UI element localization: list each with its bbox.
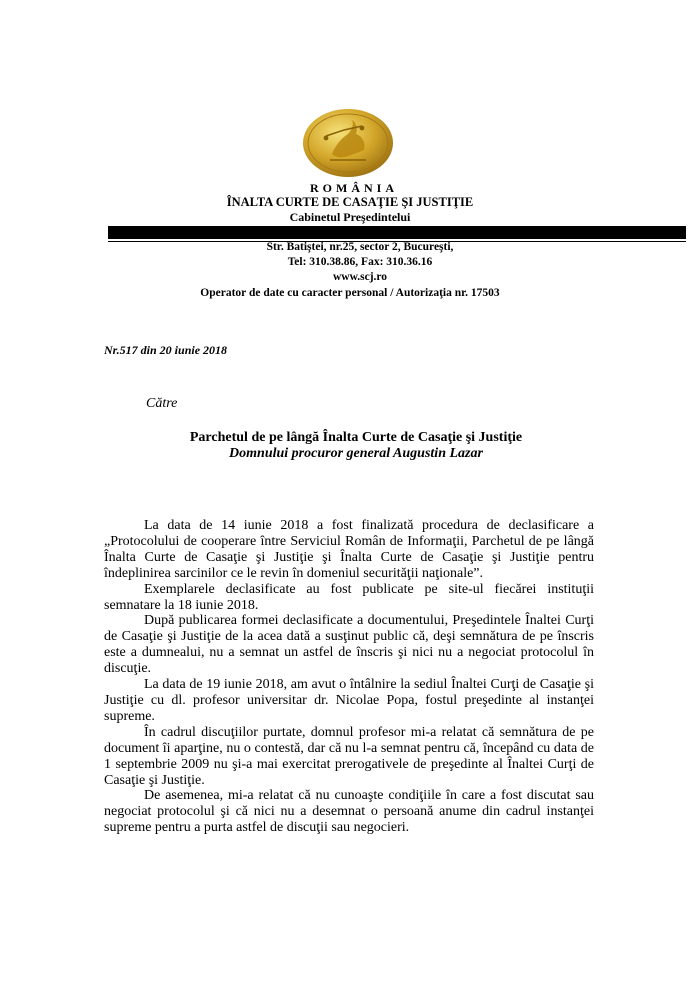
- body-paragraph: După publicarea formei declasificate a documentului, Preşedintele Înaltei Curţi de Casaţie şi Justiţie de la acea dată a susţinut public că, deşi semnătura de pe înscris este a dumnealui, nu a semnat un astfel de înscris şi nici nu a negociat protocolul în discuţie.: [104, 613, 594, 677]
- body-paragraph: La data de 14 iunie 2018 a fost finalizată procedura de declasificare a „Protocolului de cooperare între Serviciul Român de Informaţii, Parchetul de pe lângă Înalta Curte de Casaţie şi Justiţie şi Înalta Curte de Casaţie şi Justiţie pentru îndeplinirea sarcinilor ce le revin în domeniul securităţii naţionale”.: [104, 518, 594, 581]
- body-paragraph: În cadrul discuţiilor purtate, domnul profesor mi-a relatat că semnătura de pe document îi aparţine, nu o contestă, dar că nu l-a semnat pentru că, începând cu data de 1 septembrie 2009 nu şi-a mai exercitat prerogativele de preşedinte al Înaltei Curţi de Casaţie şi Justiţie.: [104, 724, 594, 788]
- body-paragraph: Exemplarele declasificate au fost publicate pe site-ul fiecărei instituţii semnatare la 18 iunie 2018.: [104, 581, 594, 613]
- body-paragraph: La data de 19 iunie 2018, am avut o întâlnire la sediul Înaltei Curţi de Casaţie şi Justiţie cu dl. profesor universitar dr. Nicolae Popa, fostul preşedinte al instanţei supreme.: [104, 677, 594, 724]
- addressee-to-label: Către: [146, 396, 178, 411]
- website-line: www.scj.ro: [332, 271, 388, 283]
- institution-name: ÎNALTA CURTE DE CASAŢIE ŞI JUSTIŢIE: [226, 195, 474, 209]
- country-name: ROMÂNIA: [310, 181, 398, 195]
- data-operator-line: Operator de date cu caracter personal / Autorizaţia nr. 17503: [200, 287, 500, 299]
- letter-body: [104, 518, 594, 836]
- body-paragraph: De asemenea, mi-a relatat că nu cunoaşte condiţiile în care a fost discutat sau negociat protocolul şi că nici nu a desemnat o persoană anume din cadrul instanţei supreme pentru a purta astfel de discuţii sau negocieri.: [104, 788, 594, 836]
- court-seal-icon: [302, 108, 394, 178]
- letterhead-divider-thick: [108, 226, 686, 239]
- registration-number: Nr.517 din 20 iunie 2018: [104, 343, 228, 357]
- phone-fax-line: Tel: 310.38.86, Fax: 310.36.16: [287, 256, 433, 268]
- addressee-organization: Parchetul de pe lângă Înalta Curte de Casaţie şi Justiţie: [189, 430, 523, 445]
- cabinet-name: Cabinetul Preşedintelui: [289, 210, 411, 224]
- address-line: Str. Batiştei, nr.25, sector 2, Bucureşti,: [266, 241, 454, 253]
- addressee-person: Domnului procuror general Augustin Lazar: [229, 446, 483, 461]
